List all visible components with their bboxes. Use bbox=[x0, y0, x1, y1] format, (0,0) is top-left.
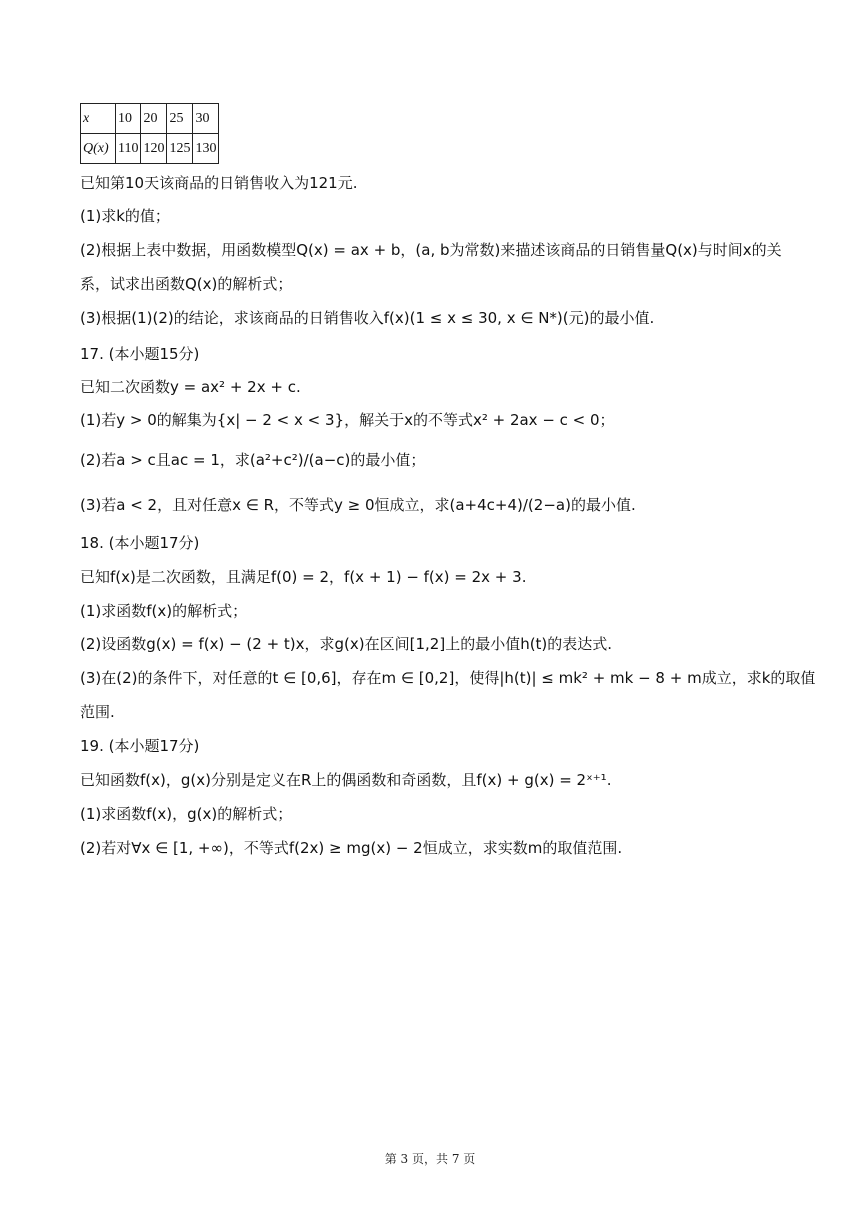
table-cell: 25 bbox=[167, 104, 193, 134]
question-part: (2)根据上表中数据，用函数模型Q(x) = ax + b，(a, b为常数)来描述该商品的日销售量Q(x)与时间x的关 bbox=[80, 241, 782, 259]
question-stem: 已知f(x)是二次函数，且满足f(0) = 2，f(x + 1) − f(x) = 2x + 3. bbox=[80, 568, 527, 586]
question-stem: 已知二次函数y = ax² + 2x + c. bbox=[80, 378, 301, 396]
question-header: 18. (本小题17分) bbox=[80, 534, 200, 552]
table-cell: 30 bbox=[193, 104, 219, 134]
question-part: (2)若a > c且ac = 1，求(a²+c²)/(a−c)的最小值； bbox=[80, 451, 426, 469]
question-part: (1)若y > 0的解集为{x| − 2 < x < 3}，解关于x的不等式x² + 2ax − c < 0； bbox=[80, 411, 615, 429]
table-row bbox=[81, 134, 219, 164]
data-table bbox=[80, 103, 219, 164]
text-line: 范围. bbox=[80, 703, 115, 721]
text-line: 已知第10天该商品的日销售收入为121元. bbox=[80, 174, 358, 192]
question-header: 19. (本小题17分) bbox=[80, 737, 200, 755]
page-footer: 第 3 页，共 7 页 bbox=[384, 1152, 476, 1166]
question-header: 17. (本小题15分) bbox=[80, 345, 200, 363]
table-row bbox=[81, 104, 219, 134]
table-cell: 10 bbox=[116, 104, 141, 134]
question-part: (1)求函数f(x)，g(x)的解析式； bbox=[80, 805, 293, 823]
table-cell: 120 bbox=[141, 134, 167, 164]
text-line: 系，试求出函数Q(x)的解析式； bbox=[80, 275, 293, 293]
table-cell: 20 bbox=[141, 104, 167, 134]
question-stem: 已知函数f(x)，g(x)分别是定义在R上的偶函数和奇函数，且f(x) + g(x) = 2ˣ⁺¹. bbox=[80, 771, 612, 789]
question-part: (2)设函数g(x) = f(x) − (2 + t)x，求g(x)在区间[1,2]上的最小值h(t)的表达式. bbox=[80, 635, 613, 653]
question-part: (3)根据(1)(2)的结论，求该商品的日销售收入f(x)(1 ≤ x ≤ 30, x ∈ N*)(元)的最小值. bbox=[80, 309, 655, 327]
question-part: (1)求k的值； bbox=[80, 207, 170, 225]
question-part: (1)求函数f(x)的解析式； bbox=[80, 602, 248, 620]
table-cell: 125 bbox=[167, 134, 193, 164]
question-part: (3)在(2)的条件下，对任意的t ∈ [0,6]，存在m ∈ [0,2]，使得|h(t)| ≤ mk² + mk − 8 + m成立，求k的取值 bbox=[80, 669, 816, 687]
table-cell: 110 bbox=[116, 134, 141, 164]
question-part: (3)若a < 2，且对任意x ∈ R，不等式y ≥ 0恒成立，求(a+4c+4)/(2−a)的最小值. bbox=[80, 496, 636, 514]
table-cell: x bbox=[81, 104, 116, 134]
table-cell: Q(x) bbox=[81, 134, 116, 164]
question-part: (2)若对∀x ∈ [1, +∞)，不等式f(2x) ≥ mg(x) − 2恒成立，求实数m的取值范围. bbox=[80, 839, 623, 857]
table-cell: 130 bbox=[193, 134, 219, 164]
